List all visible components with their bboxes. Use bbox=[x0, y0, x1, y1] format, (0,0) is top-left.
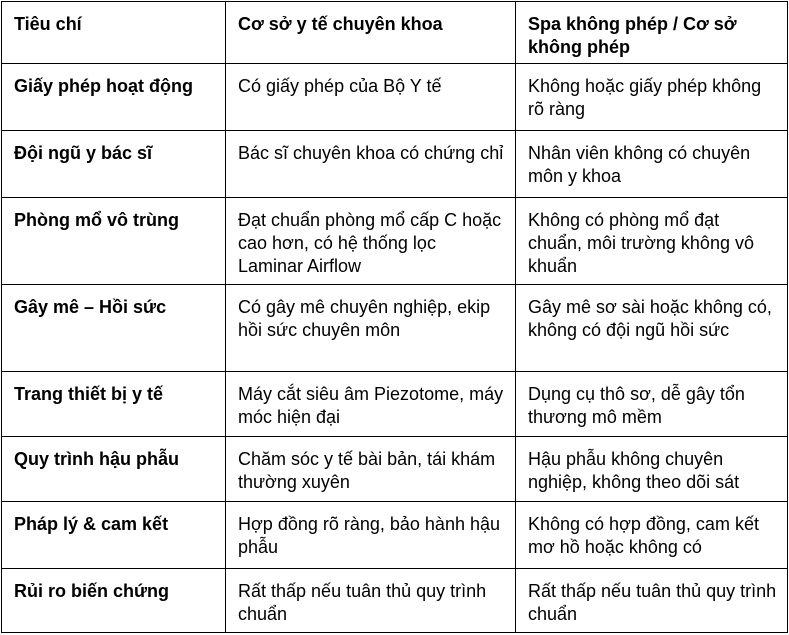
header-specialized-facility: Cơ sở y tế chuyên khoa bbox=[226, 2, 516, 64]
criterion-cell: Phòng mổ vô trùng bbox=[2, 197, 226, 284]
table-row bbox=[2, 569, 788, 633]
unlicensed-cell: Dụng cụ thô sơ, dễ gây tổn thương mô mềm bbox=[516, 372, 788, 437]
table-row bbox=[2, 285, 788, 372]
criterion-cell: Quy trình hậu phẫu bbox=[2, 437, 226, 502]
specialized-cell: Có gây mê chuyên nghiệp, ekip hồi sức chuyên môn bbox=[226, 285, 516, 372]
header-unlicensed-spa: Spa không phép / Cơ sở không phép bbox=[516, 2, 788, 64]
unlicensed-cell: Nhân viên không có chuyên môn y khoa bbox=[516, 130, 788, 197]
table-row bbox=[2, 502, 788, 569]
table-header-row bbox=[2, 2, 788, 64]
specialized-cell: Rất thấp nếu tuân thủ quy trình chuẩn bbox=[226, 569, 516, 633]
table-row bbox=[2, 437, 788, 502]
unlicensed-cell: Không có hợp đồng, cam kết mơ hồ hoặc không có bbox=[516, 502, 788, 569]
comparison-table bbox=[1, 1, 788, 633]
unlicensed-cell: Rất thấp nếu tuân thủ quy trình chuẩn bbox=[516, 569, 788, 633]
specialized-cell: Có giấy phép của Bộ Y tế bbox=[226, 64, 516, 131]
criterion-cell: Đội ngũ y bác sĩ bbox=[2, 130, 226, 197]
table-row bbox=[2, 372, 788, 437]
specialized-cell: Đạt chuẩn phòng mổ cấp C hoặc cao hơn, có hệ thống lọc Laminar Airflow bbox=[226, 197, 516, 284]
specialized-cell: Máy cắt siêu âm Piezotome, máy móc hiện đại bbox=[226, 372, 516, 437]
specialized-cell: Hợp đồng rõ ràng, bảo hành hậu phẫu bbox=[226, 502, 516, 569]
criterion-cell: Giấy phép hoạt động bbox=[2, 64, 226, 131]
criterion-cell: Gây mê – Hồi sức bbox=[2, 285, 226, 372]
criterion-cell: Rủi ro biến chứng bbox=[2, 569, 226, 633]
unlicensed-cell: Gây mê sơ sài hoặc không có, không có đội ngũ hồi sức bbox=[516, 285, 788, 372]
table-row bbox=[2, 130, 788, 197]
table-row bbox=[2, 197, 788, 284]
header-criteria: Tiêu chí bbox=[2, 2, 226, 64]
unlicensed-cell: Hậu phẫu không chuyên nghiệp, không theo dõi sát bbox=[516, 437, 788, 502]
criterion-cell: Trang thiết bị y tế bbox=[2, 372, 226, 437]
criterion-cell: Pháp lý & cam kết bbox=[2, 502, 226, 569]
table-row bbox=[2, 64, 788, 131]
unlicensed-cell: Không có phòng mổ đạt chuẩn, môi trường không vô khuẩn bbox=[516, 197, 788, 284]
unlicensed-cell: Không hoặc giấy phép không rõ ràng bbox=[516, 64, 788, 131]
specialized-cell: Bác sĩ chuyên khoa có chứng chỉ bbox=[226, 130, 516, 197]
specialized-cell: Chăm sóc y tế bài bản, tái khám thường xuyên bbox=[226, 437, 516, 502]
